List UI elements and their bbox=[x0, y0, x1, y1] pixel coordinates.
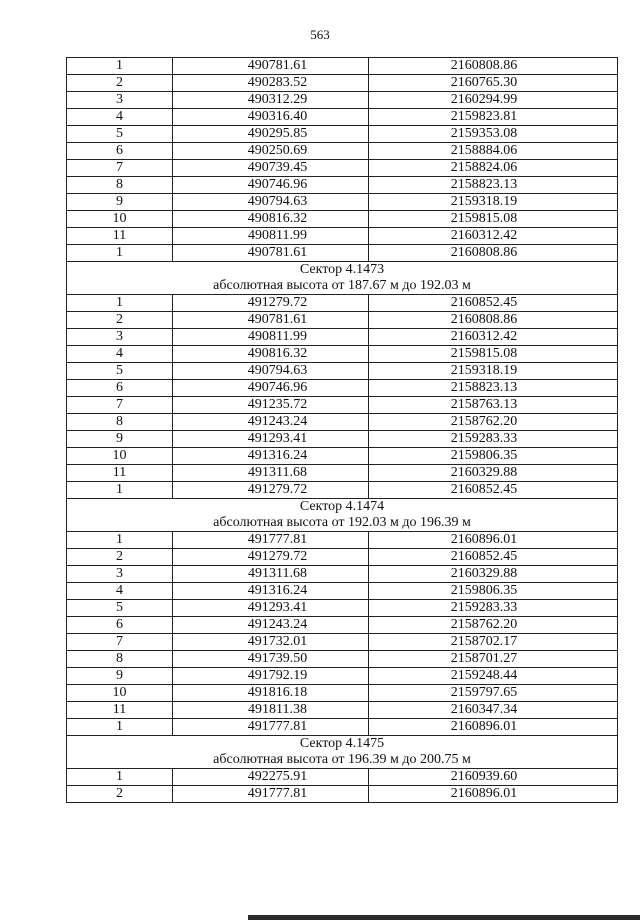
coordinates-table-body bbox=[67, 58, 618, 803]
x-coordinate: 491279.72 bbox=[173, 295, 369, 312]
x-coordinate: 490746.96 bbox=[173, 380, 369, 397]
point-number: 10 bbox=[67, 448, 173, 465]
sector-title: Сектор 4.1474 bbox=[67, 499, 618, 516]
table-row bbox=[67, 126, 618, 143]
x-coordinate: 491311.68 bbox=[173, 566, 369, 583]
x-coordinate: 491316.24 bbox=[173, 448, 369, 465]
point-number: 1 bbox=[67, 769, 173, 786]
table-row bbox=[67, 109, 618, 126]
table-row bbox=[67, 685, 618, 702]
table-row bbox=[67, 583, 618, 600]
point-number: 10 bbox=[67, 211, 173, 228]
x-coordinate: 491732.01 bbox=[173, 634, 369, 651]
point-number: 7 bbox=[67, 634, 173, 651]
sector-title-row bbox=[67, 262, 618, 279]
point-number: 8 bbox=[67, 651, 173, 668]
table-row bbox=[67, 177, 618, 194]
y-coordinate: 2160896.01 bbox=[369, 719, 618, 736]
table-row bbox=[67, 397, 618, 414]
point-number: 5 bbox=[67, 600, 173, 617]
point-number: 11 bbox=[67, 465, 173, 482]
y-coordinate: 2158763.13 bbox=[369, 397, 618, 414]
x-coordinate: 490283.52 bbox=[173, 75, 369, 92]
table-row bbox=[67, 600, 618, 617]
table-row bbox=[67, 211, 618, 228]
y-coordinate: 2160347.34 bbox=[369, 702, 618, 719]
y-coordinate: 2160896.01 bbox=[369, 786, 618, 803]
x-coordinate: 490781.61 bbox=[173, 312, 369, 329]
point-number: 1 bbox=[67, 719, 173, 736]
table-row bbox=[67, 702, 618, 719]
x-coordinate: 490816.32 bbox=[173, 346, 369, 363]
table-row bbox=[67, 92, 618, 109]
x-coordinate: 491739.50 bbox=[173, 651, 369, 668]
y-coordinate: 2160329.88 bbox=[369, 465, 618, 482]
point-number: 2 bbox=[67, 312, 173, 329]
y-coordinate: 2160312.42 bbox=[369, 329, 618, 346]
point-number: 4 bbox=[67, 109, 173, 126]
y-coordinate: 2158884.06 bbox=[369, 143, 618, 160]
table-row bbox=[67, 566, 618, 583]
y-coordinate: 2159248.44 bbox=[369, 668, 618, 685]
point-number: 3 bbox=[67, 92, 173, 109]
point-number: 1 bbox=[67, 482, 173, 499]
x-coordinate: 491279.72 bbox=[173, 482, 369, 499]
table-row bbox=[67, 651, 618, 668]
point-number: 8 bbox=[67, 177, 173, 194]
y-coordinate: 2158824.06 bbox=[369, 160, 618, 177]
y-coordinate: 2159806.35 bbox=[369, 583, 618, 600]
y-coordinate: 2159318.19 bbox=[369, 194, 618, 211]
table-row bbox=[67, 58, 618, 75]
y-coordinate: 2158702.17 bbox=[369, 634, 618, 651]
sector-height-range: абсолютная высота от 192.03 м до 196.39 м bbox=[67, 515, 618, 532]
sector-title: Сектор 4.1473 bbox=[67, 262, 618, 279]
point-number: 7 bbox=[67, 160, 173, 177]
y-coordinate: 2160808.86 bbox=[369, 312, 618, 329]
point-number: 9 bbox=[67, 431, 173, 448]
table-row bbox=[67, 769, 618, 786]
y-coordinate: 2159353.08 bbox=[369, 126, 618, 143]
y-coordinate: 2160808.86 bbox=[369, 245, 618, 262]
y-coordinate: 2160852.45 bbox=[369, 549, 618, 566]
point-number: 1 bbox=[67, 58, 173, 75]
y-coordinate: 2159815.08 bbox=[369, 211, 618, 228]
y-coordinate: 2158762.20 bbox=[369, 617, 618, 634]
sector-height-range: абсолютная высота от 196.39 м до 200.75 м bbox=[67, 752, 618, 769]
x-coordinate: 491243.24 bbox=[173, 414, 369, 431]
x-coordinate: 491235.72 bbox=[173, 397, 369, 414]
point-number: 8 bbox=[67, 414, 173, 431]
x-coordinate: 491243.24 bbox=[173, 617, 369, 634]
y-coordinate: 2159283.33 bbox=[369, 431, 618, 448]
x-coordinate: 491293.41 bbox=[173, 600, 369, 617]
y-coordinate: 2160852.45 bbox=[369, 295, 618, 312]
table-row bbox=[67, 228, 618, 245]
x-coordinate: 490295.85 bbox=[173, 126, 369, 143]
table-row bbox=[67, 465, 618, 482]
y-coordinate: 2159815.08 bbox=[369, 346, 618, 363]
table-row bbox=[67, 668, 618, 685]
sector-title: Сектор 4.1475 bbox=[67, 736, 618, 753]
x-coordinate: 490250.69 bbox=[173, 143, 369, 160]
x-coordinate: 490816.32 bbox=[173, 211, 369, 228]
x-coordinate: 490811.99 bbox=[173, 228, 369, 245]
page-number: 563 bbox=[310, 27, 330, 42]
x-coordinate: 490781.61 bbox=[173, 58, 369, 75]
point-number: 4 bbox=[67, 346, 173, 363]
table-row bbox=[67, 312, 618, 329]
y-coordinate: 2158762.20 bbox=[369, 414, 618, 431]
y-coordinate: 2160939.60 bbox=[369, 769, 618, 786]
x-coordinate: 491777.81 bbox=[173, 786, 369, 803]
table-row bbox=[67, 329, 618, 346]
sector-height-row bbox=[67, 752, 618, 769]
point-number: 5 bbox=[67, 126, 173, 143]
table-row bbox=[67, 346, 618, 363]
table-row bbox=[67, 431, 618, 448]
y-coordinate: 2159797.65 bbox=[369, 685, 618, 702]
table-row bbox=[67, 295, 618, 312]
x-coordinate: 491811.38 bbox=[173, 702, 369, 719]
point-number: 3 bbox=[67, 566, 173, 583]
y-coordinate: 2158823.13 bbox=[369, 380, 618, 397]
x-coordinate: 490811.99 bbox=[173, 329, 369, 346]
x-coordinate: 491816.18 bbox=[173, 685, 369, 702]
point-number: 2 bbox=[67, 786, 173, 803]
point-number: 2 bbox=[67, 549, 173, 566]
point-number: 7 bbox=[67, 397, 173, 414]
y-coordinate: 2158701.27 bbox=[369, 651, 618, 668]
point-number: 2 bbox=[67, 75, 173, 92]
x-coordinate: 491293.41 bbox=[173, 431, 369, 448]
point-number: 6 bbox=[67, 143, 173, 160]
table-row bbox=[67, 532, 618, 549]
x-coordinate: 490316.40 bbox=[173, 109, 369, 126]
table-row bbox=[67, 448, 618, 465]
table-row bbox=[67, 194, 618, 211]
point-number: 3 bbox=[67, 329, 173, 346]
y-coordinate: 2159823.81 bbox=[369, 109, 618, 126]
x-coordinate: 490794.63 bbox=[173, 363, 369, 380]
point-number: 5 bbox=[67, 363, 173, 380]
y-coordinate: 2158823.13 bbox=[369, 177, 618, 194]
y-coordinate: 2160808.86 bbox=[369, 58, 618, 75]
x-coordinate: 491279.72 bbox=[173, 549, 369, 566]
y-coordinate: 2160329.88 bbox=[369, 566, 618, 583]
table-row bbox=[67, 414, 618, 431]
x-coordinate: 491316.24 bbox=[173, 583, 369, 600]
y-coordinate: 2159806.35 bbox=[369, 448, 618, 465]
y-coordinate: 2160896.01 bbox=[369, 532, 618, 549]
table-row bbox=[67, 380, 618, 397]
table-row bbox=[67, 160, 618, 177]
table-row bbox=[67, 143, 618, 160]
y-coordinate: 2159318.19 bbox=[369, 363, 618, 380]
table-row bbox=[67, 482, 618, 499]
point-number: 6 bbox=[67, 617, 173, 634]
x-coordinate: 490746.96 bbox=[173, 177, 369, 194]
point-number: 9 bbox=[67, 194, 173, 211]
x-coordinate: 490312.29 bbox=[173, 92, 369, 109]
table-row bbox=[67, 549, 618, 566]
table-row bbox=[67, 634, 618, 651]
x-coordinate: 491777.81 bbox=[173, 532, 369, 549]
table-row bbox=[67, 363, 618, 380]
point-number: 6 bbox=[67, 380, 173, 397]
table-row bbox=[67, 75, 618, 92]
x-coordinate: 490781.61 bbox=[173, 245, 369, 262]
point-number: 4 bbox=[67, 583, 173, 600]
table-row bbox=[67, 786, 618, 803]
point-number: 10 bbox=[67, 685, 173, 702]
x-coordinate: 490739.45 bbox=[173, 160, 369, 177]
point-number: 9 bbox=[67, 668, 173, 685]
sector-height-range: абсолютная высота от 187.67 м до 192.03 м bbox=[67, 278, 618, 295]
y-coordinate: 2160312.42 bbox=[369, 228, 618, 245]
x-coordinate: 491777.81 bbox=[173, 719, 369, 736]
sector-title-row bbox=[67, 736, 618, 753]
sector-height-row bbox=[67, 515, 618, 532]
x-coordinate: 491311.68 bbox=[173, 465, 369, 482]
point-number: 11 bbox=[67, 702, 173, 719]
sector-height-row bbox=[67, 278, 618, 295]
scan-edge-shadow bbox=[248, 915, 640, 920]
point-number: 1 bbox=[67, 245, 173, 262]
table-row bbox=[67, 617, 618, 634]
point-number: 1 bbox=[67, 295, 173, 312]
coordinates-table bbox=[66, 57, 618, 803]
y-coordinate: 2159283.33 bbox=[369, 600, 618, 617]
y-coordinate: 2160765.30 bbox=[369, 75, 618, 92]
x-coordinate: 490794.63 bbox=[173, 194, 369, 211]
point-number: 11 bbox=[67, 228, 173, 245]
table-row bbox=[67, 245, 618, 262]
sector-title-row bbox=[67, 499, 618, 516]
point-number: 1 bbox=[67, 532, 173, 549]
y-coordinate: 2160852.45 bbox=[369, 482, 618, 499]
x-coordinate: 491792.19 bbox=[173, 668, 369, 685]
y-coordinate: 2160294.99 bbox=[369, 92, 618, 109]
table-row bbox=[67, 719, 618, 736]
x-coordinate: 492275.91 bbox=[173, 769, 369, 786]
